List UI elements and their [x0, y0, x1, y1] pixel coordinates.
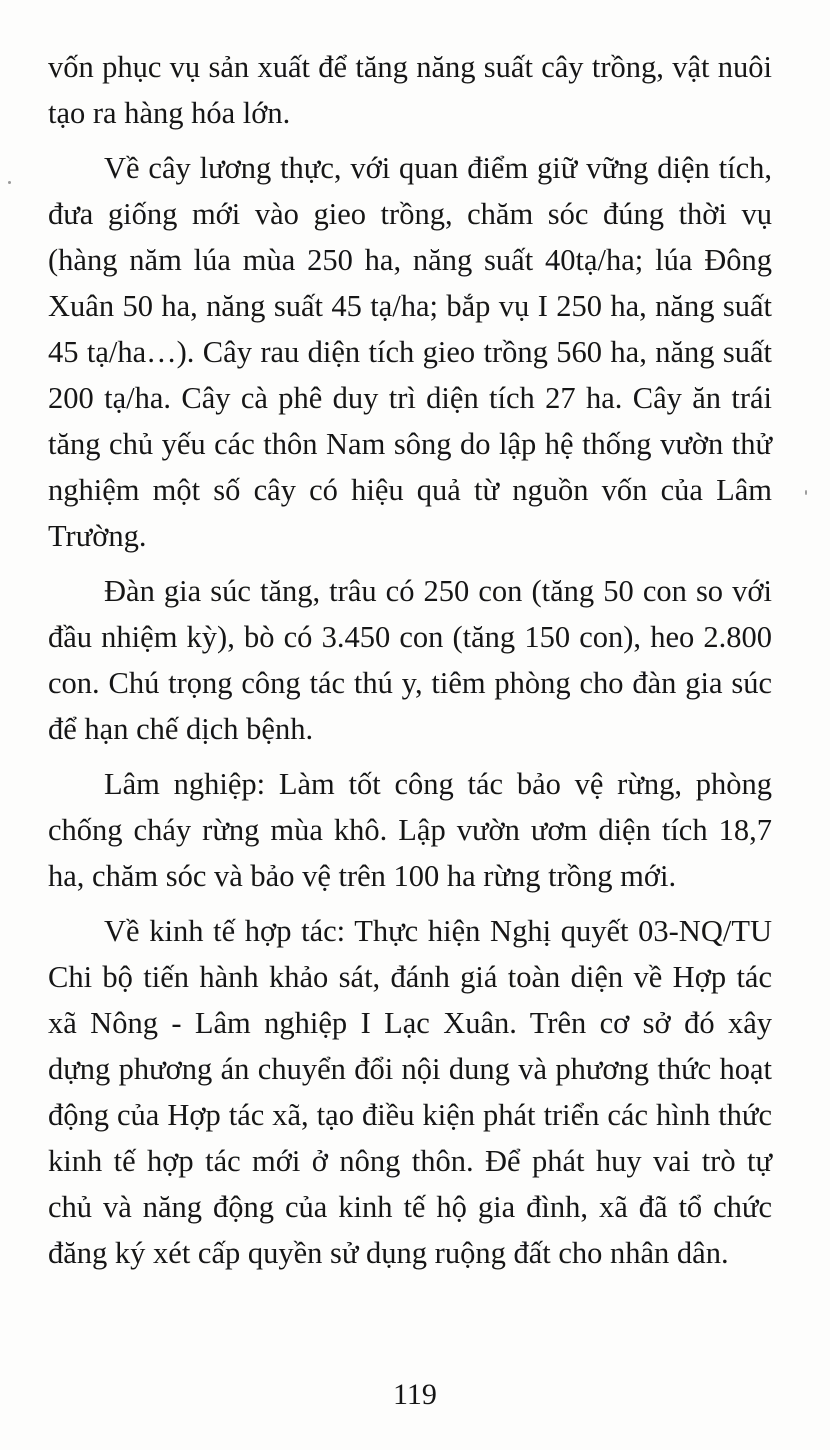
paragraph: Đàn gia súc tăng, trâu có 250 con (tăng 50 con so với đầu nhiệm kỳ), bò có 3.450 con (tăng 150 con), heo 2.800 con. Chú trọng công tác thú y, tiêm phòng cho đàn gia súc để hạn chế dịch bệnh.: [48, 574, 772, 746]
paragraph: Về cây lương thực, với quan điểm giữ vững diện tích, đưa giống mới vào gieo trồng, chăm sóc đúng thời vụ (hàng năm lúa mùa 250 ha, năng suất 40tạ/ha; lúa Đông Xuân 50 ha, năng suất 45 tạ/ha; bắp vụ I 250 ha, năng suất 45 tạ/ha…). Cây rau diện tích gieo trồng 560 ha, năng suất 200 tạ/ha. Cây cà phê duy trì diện tích 27 ha. Cây ăn trái tăng chủ yếu các thôn Nam sông do lập hệ thống vườn thử nghiệm một số cây có hiệu quả từ nguồn vốn của Lâm Trường.: [48, 151, 772, 553]
scan-speck: [805, 490, 807, 495]
paragraph: Về kinh tế hợp tác: Thực hiện Nghị quyết 03-NQ/TU Chi bộ tiến hành khảo sát, đánh giá toàn diện về Hợp tác xã Nông - Lâm nghiệp I Lạc Xuân. Trên cơ sở đó xây dựng phương án chuyển đổi nội dung và phương thức hoạt động của Hợp tác xã, tạo điều kiện phát triển các hình thức kinh tế hợp tác mới ở nông thôn. Để phát huy vai trò tự chủ và năng động của kinh tế hộ gia đình, xã đã tổ chức đăng ký xét cấp quyền sử dụng ruộng đất cho nhân dân.: [48, 914, 772, 1270]
body-text: [48, 44, 772, 1285]
page-number: 119: [393, 1378, 437, 1411]
paragraph: Lâm nghiệp: Làm tốt công tác bảo vệ rừng, phòng chống cháy rừng mùa khô. Lập vườn ươm diện tích 18,7 ha, chăm sóc và bảo vệ trên 100 ha rừng trồng mới.: [48, 767, 772, 893]
paragraph: vốn phục vụ sản xuất để tăng năng suất cây trồng, vật nuôi tạo ra hàng hóa lớn.: [48, 50, 772, 130]
scan-speck: [8, 181, 11, 184]
